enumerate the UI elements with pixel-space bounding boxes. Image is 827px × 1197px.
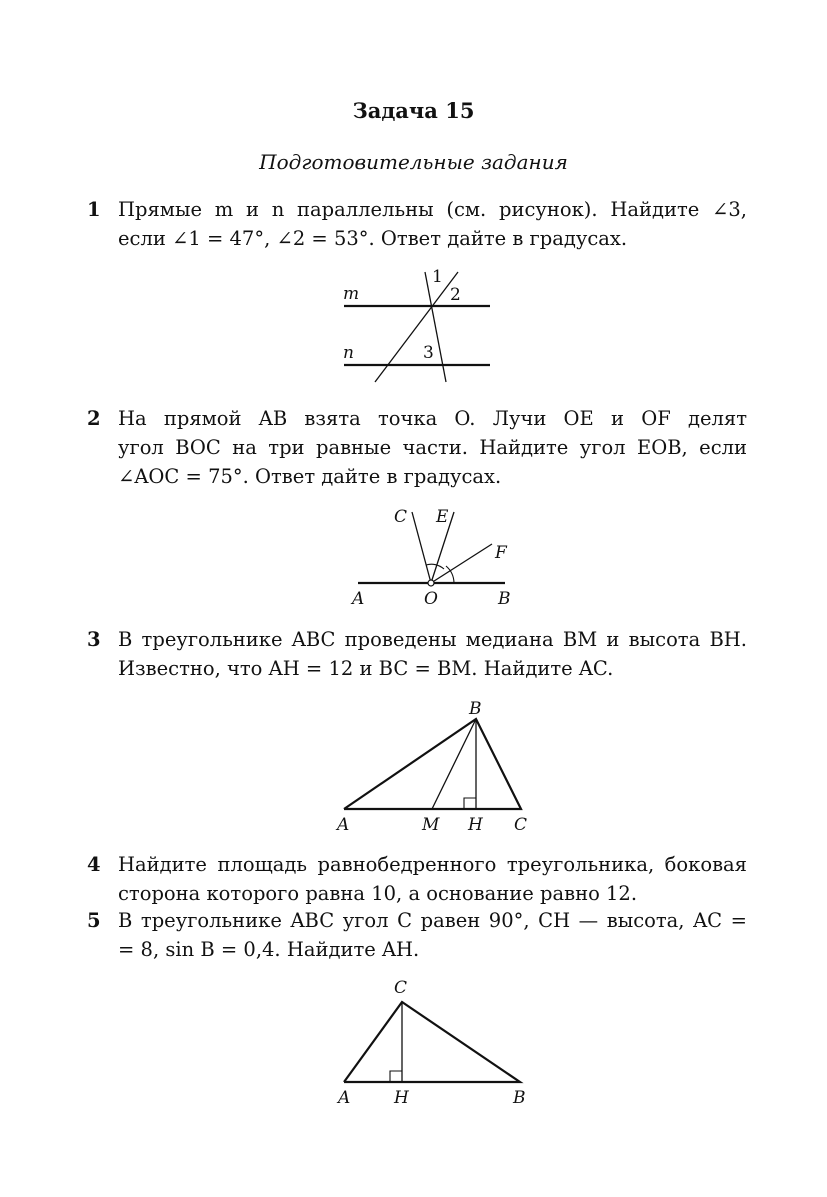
label-M: M <box>422 815 440 835</box>
problem-text-line: = 8, sin B = 0,4. Найдите AH. <box>118 938 420 961</box>
label-A: A <box>338 1088 351 1108</box>
problem-text-line: Прямые m и n параллельны (см. рисунок). Найдите ∠3, <box>118 198 747 221</box>
problem-5 <box>87 906 747 964</box>
label-B: B <box>513 1088 526 1108</box>
problem-text-line: Известно, что AH = 12 и BC = BM. Найдите AC. <box>118 657 614 680</box>
figure-angle-rays <box>340 500 520 615</box>
figure-triangle-median-height <box>330 695 540 840</box>
label-C: C <box>394 978 408 998</box>
label-C: C <box>514 815 528 835</box>
label-m: m <box>343 284 360 304</box>
right-angle-mark <box>390 1071 402 1082</box>
label-H: H <box>468 815 483 835</box>
label-A: A <box>352 589 365 609</box>
ray-OF <box>431 544 492 583</box>
ray-OC <box>412 512 431 583</box>
label-angle-2: 2 <box>450 285 461 305</box>
figure-parallel-lines <box>330 262 510 387</box>
problem-2 <box>87 404 747 491</box>
problem-text-line: ∠AOC = 75°. Ответ дайте в градусах. <box>118 465 502 488</box>
problem-3 <box>87 625 747 683</box>
label-A: A <box>337 815 350 835</box>
problem-4 <box>87 850 747 908</box>
label-angle-1: 1 <box>432 267 443 287</box>
label-B: B <box>469 699 482 719</box>
section-subtitle: Подготовительные задания <box>259 150 568 174</box>
label-E: E <box>436 507 449 527</box>
problem-number: 4 <box>87 853 101 876</box>
page-title: Задача 15 <box>352 98 475 123</box>
problem-text-line: если ∠1 = 47°, ∠2 = 53°. Ответ дайте в градусах. <box>118 227 628 250</box>
problem-number: 5 <box>87 909 101 932</box>
median-BM <box>432 719 476 809</box>
angle-arc-inner <box>426 564 444 569</box>
right-angle-mark <box>464 798 476 809</box>
triangle-ABC <box>344 1002 520 1082</box>
label-C: C <box>394 507 408 527</box>
label-angle-3: 3 <box>423 343 434 363</box>
problem-number: 3 <box>87 628 101 651</box>
label-B: B <box>498 589 511 609</box>
label-F: F <box>495 543 507 563</box>
triangle-ABC <box>344 719 521 809</box>
problem-text-line: угол BOC на три равные части. Найдите угол EOB, если <box>118 436 747 459</box>
problem-number: 2 <box>87 407 101 430</box>
point-O <box>428 580 434 586</box>
problem-text-line: Найдите площадь равнобедренного треугольника, боковая <box>118 853 747 876</box>
problem-text-line: сторона которого равна 10, а основание равно 12. <box>118 882 638 905</box>
label-H: H <box>394 1088 409 1108</box>
label-O: O <box>424 589 438 609</box>
figure-right-triangle-height <box>330 972 540 1112</box>
problem-1 <box>87 195 747 253</box>
problem-text-line: На прямой AB взята точка O. Лучи OE и OF делят <box>118 407 747 430</box>
label-n: n <box>343 343 354 363</box>
problem-number: 1 <box>87 198 101 221</box>
problem-text-line: В треугольнике ABC угол C равен 90°, CH — высота, AC = <box>118 909 747 932</box>
problem-text-line: В треугольнике ABC проведены медиана BM и высота BH. <box>118 628 747 651</box>
